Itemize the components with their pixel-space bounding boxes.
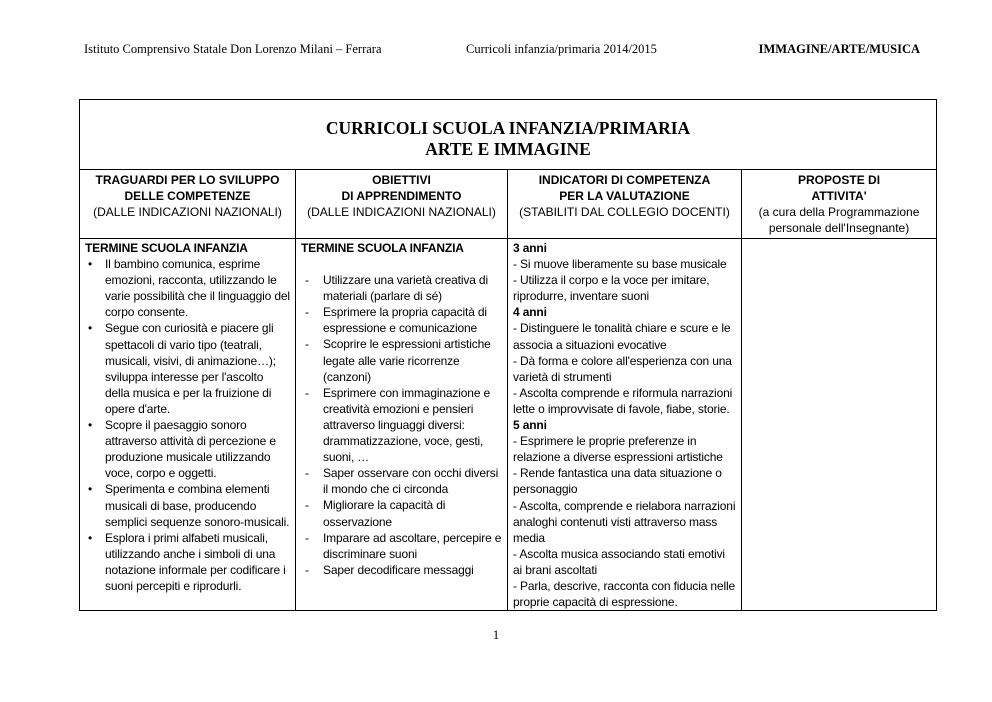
page-number: 1 <box>492 628 500 642</box>
indicator-line: - Si muove liberamente su base musicale <box>513 257 727 272</box>
indicator-line: - Dà forma e colore all'esperienza con una varietà di strumenti <box>513 353 732 384</box>
age-label-3: 3 anni <box>513 241 547 255</box>
traguardi-list <box>85 256 290 594</box>
column-header-indicatori: INDICATORI DI COMPETENZA PER LA VALUTAZIONE (STABILITI DAL COLLEGIO DOCENTI) <box>508 170 742 239</box>
list-item: - Esprimere con immaginazione e creatività emozioni e pensieri attraverso linguaggi diversi: drammatizzazione, voce, gesti, suoni, … <box>323 385 502 465</box>
list-item: - Imparare ad ascoltare, percepire e discriminare suoni <box>323 530 502 562</box>
age-label-5: 5 anni <box>513 418 547 433</box>
obiettivi-heading: TERMINE SCUOLA INFANZIA <box>301 241 464 255</box>
header-school: Istituto Comprensivo Statale Don Lorenzo Milani – Ferrara <box>84 42 382 56</box>
traguardi-heading: TERMINE SCUOLA INFANZIA <box>85 241 248 255</box>
indicator-line: - Ascolta musica associando stati emotivi ai brani ascoltati <box>513 546 725 577</box>
age-label-4: 4 anni <box>513 305 547 320</box>
list-item: - Migliorare la capacità di osservazione <box>323 497 502 529</box>
list-item: - Saper decodificare messaggi <box>323 562 502 578</box>
list-item: • Scopre il paesaggio sonoro attraverso attività di percezione e produzione musicale utilizzando voce, corpo e oggetti. <box>105 417 290 481</box>
indicator-line: - Distinguere le tonalità chiare e scure e le associa a situazioni evocative <box>513 321 731 352</box>
obiettivi-list <box>301 272 502 578</box>
indicator-line: - Ascolta comprende e riformula narrazioni lette o improvvisate di favole, fiabe, storie. <box>513 385 733 416</box>
header-curriculum: Curricoli infanzia/primaria 2014/2015 <box>466 42 657 56</box>
indicatori-cell <box>508 239 742 611</box>
indicator-line: - Ascolta, comprende e rielabora narrazioni analoghi contenuti visti attraverso mass media <box>513 498 736 545</box>
column-header-obiettivi: OBIETTIVI DI APPRENDIMENTO (DALLE INDICAZIONI NAZIONALI) <box>296 170 508 239</box>
title-line-2: ARTE E IMMAGINE <box>425 139 591 159</box>
traguardi-cell <box>80 239 296 611</box>
list-item: • Sperimenta e combina elementi musicali di base, producendo semplici sequenze sonoro-musicali. <box>105 481 290 529</box>
list-item: - Saper osservare con occhi diversi il mondo che ci circonda <box>323 465 502 497</box>
list-item: • Il bambino comunica, esprime emozioni, racconta, utilizzando le varie possibilità che il linguaggio del corpo consente. <box>105 256 290 320</box>
table-title <box>80 100 937 170</box>
title-line-1: CURRICOLI SCUOLA INFANZIA/PRIMARIA <box>325 118 691 138</box>
list-item: • Esplora i primi alfabeti musicali, utilizzando anche i simboli di una notazione informale per codificare i suoni percepiti e riprodurli. <box>105 530 290 594</box>
list-item: - Esprimere la propria capacità di espressione e comunicazione <box>323 304 502 336</box>
list-item: - Utilizzare una varietà creativa di materiali (parlare di sé) <box>323 272 502 304</box>
proposte-cell <box>742 239 937 611</box>
column-header-traguardi: TRAGUARDI PER LO SVILUPPO DELLE COMPETENZE (DALLE INDICAZIONI NAZIONALI) <box>80 170 296 239</box>
list-item: - Scoprire le espressioni artistiche legate alle varie ricorrenze (canzoni) <box>323 336 502 384</box>
obiettivi-cell <box>296 239 508 611</box>
list-item: • Segue con curiosità e piacere gli spettacoli di vario tipo (teatrali, musicali, visivi, di animazione…); sviluppa interesse per l'ascolto della musica e per la fruizione di opere d'arte. <box>105 320 290 417</box>
column-header-proposte: PROPOSTE DI ATTIVITA' (a cura della Programmazione personale dell'Insegnante) <box>742 170 937 239</box>
indicator-line: - Esprimere le proprie preferenze in relazione a diverse espressioni artistiche <box>513 434 723 465</box>
indicator-line: - Rende fantastica una data situazione o personaggio <box>513 466 722 497</box>
header-subject: IMMAGINE/ARTE/MUSICA <box>758 42 920 56</box>
indicator-line: - Parla, descrive, racconta con fiducia nelle proprie capacità di espressione. <box>513 578 736 610</box>
curriculum-table <box>79 99 937 611</box>
indicator-line: - Utilizza il corpo e la voce per imitare, riprodurre, inventare suoni <box>513 273 710 304</box>
